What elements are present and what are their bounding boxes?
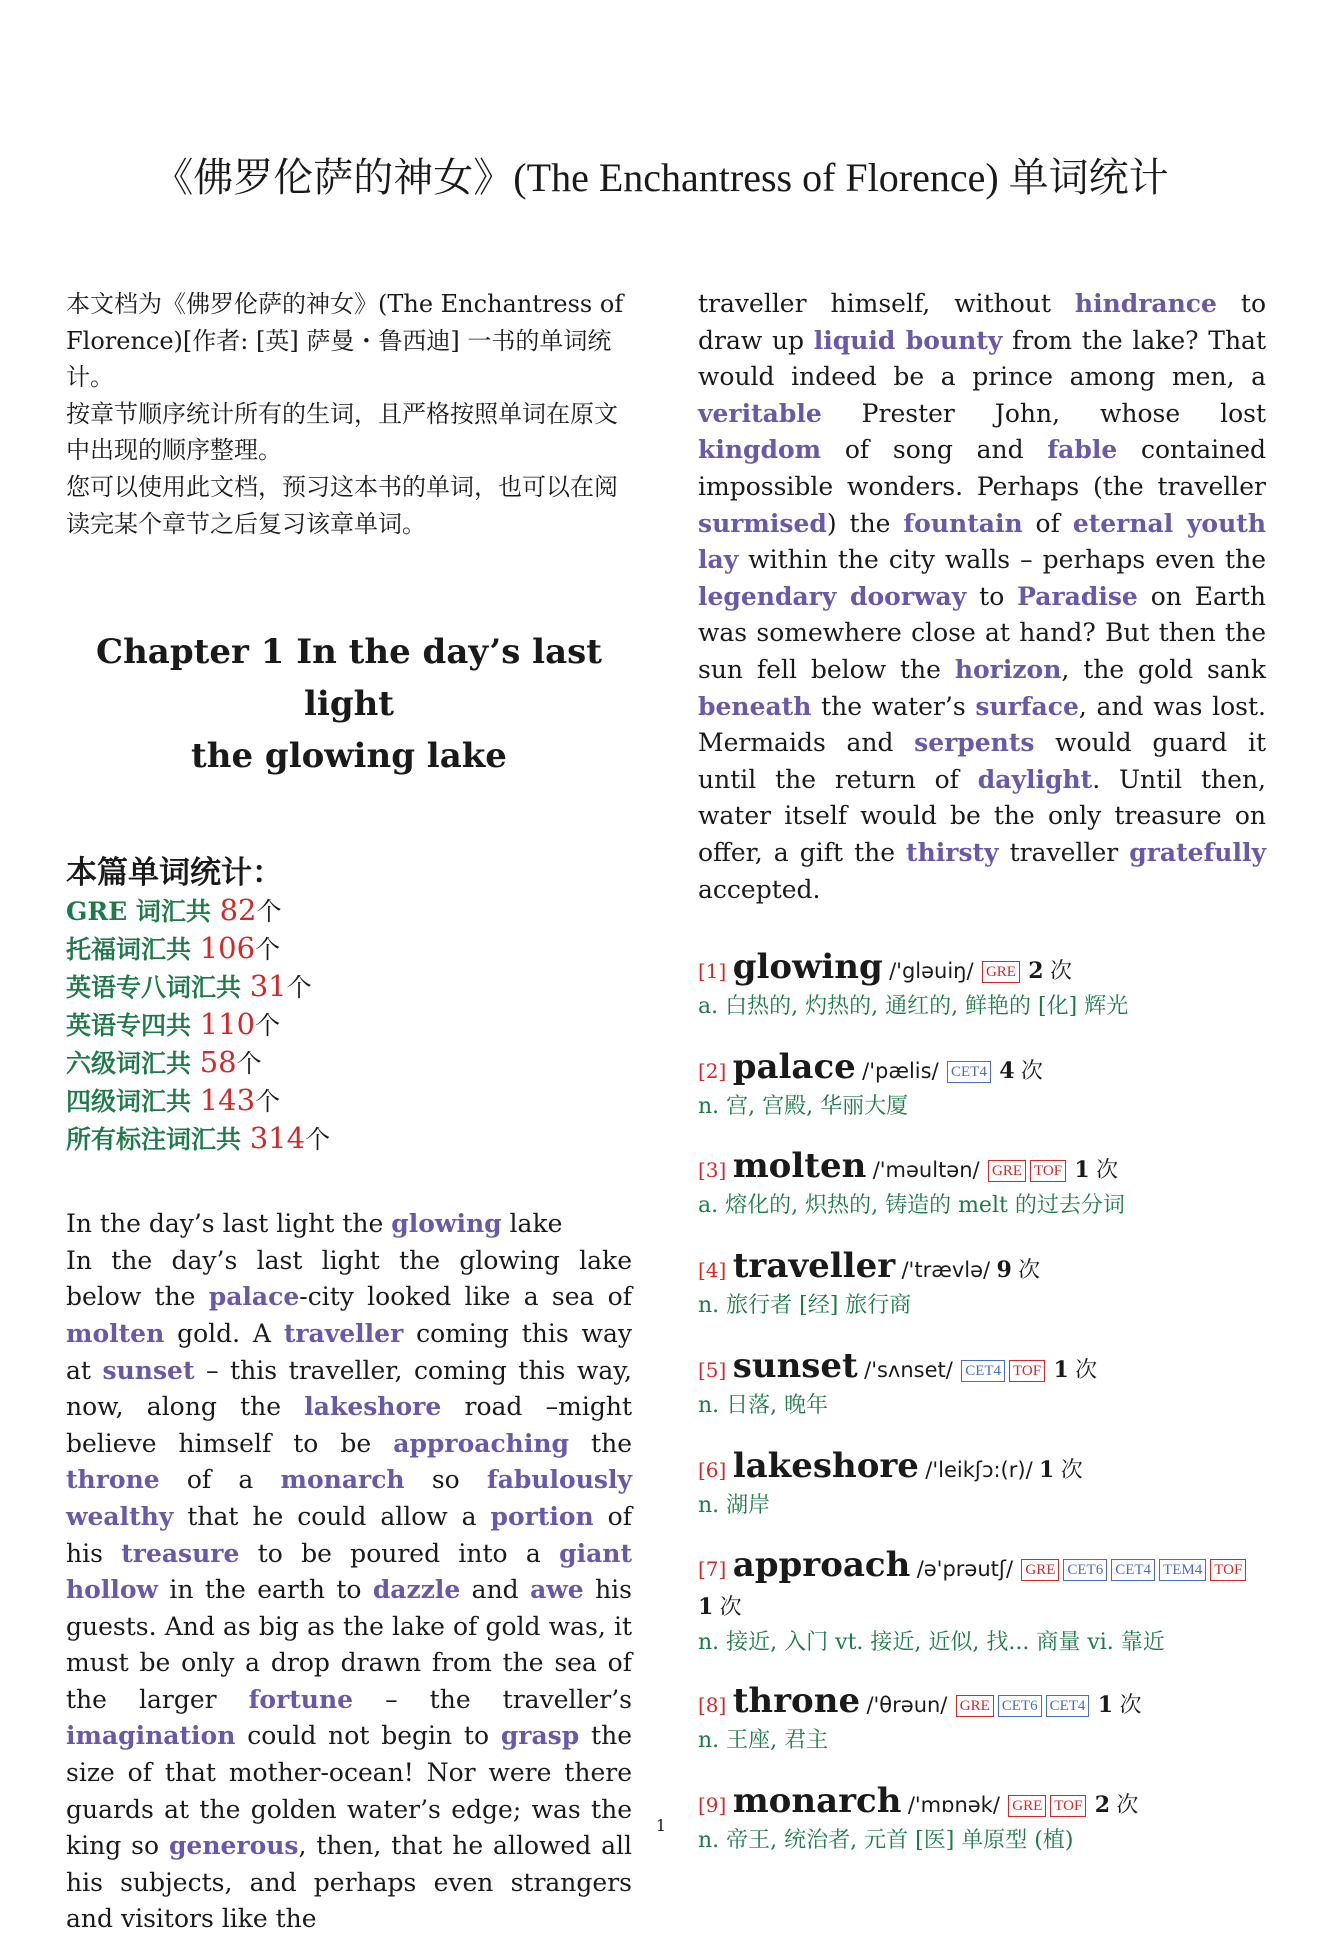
vocab-times: 次 — [1060, 1457, 1083, 1483]
highlighted-word: palace — [208, 1282, 300, 1312]
passage-text-run: that he could allow a — [173, 1501, 491, 1531]
vocab-index: [8] — [698, 1693, 727, 1718]
exam-tag-badge: CET6 — [1063, 1559, 1107, 1581]
vocab-entry-head — [698, 1447, 1266, 1490]
vocab-entry — [698, 1447, 1266, 1547]
vocab-count: 1 — [1097, 1692, 1114, 1719]
vocab-index: [9] — [698, 1792, 727, 1817]
stat-tem8: 英语专八词汇共 31个 — [66, 969, 312, 1004]
vocab-ipa: /'sʌnset/ — [864, 1357, 953, 1382]
exam-tag-badge: TOF — [1210, 1559, 1246, 1581]
passage-text-run: , then, that he allowed all his subjects, and perhaps even strangers and visitors like the — [66, 1831, 632, 1934]
exam-tag-badge: GRE — [1021, 1559, 1059, 1581]
highlighted-word: fountain — [903, 508, 1023, 538]
vocab-entry-head — [698, 1546, 1266, 1627]
passage-text-run: the — [569, 1428, 632, 1458]
vocab-ipa: /'pælis/ — [862, 1058, 939, 1083]
vocab-definition: n. 王座, 君主 — [698, 1728, 829, 1754]
vocab-ipa: /'məultən/ — [872, 1158, 980, 1183]
passage-text-run: traveller — [998, 837, 1130, 867]
page-title: 《佛罗伦萨的神女》(The Enchantress of Florence) 单词统计 — [153, 155, 1169, 200]
vocab-word: monarch — [732, 1780, 902, 1821]
passage-text-run: in the earth to — [158, 1575, 373, 1605]
stats-heading: 本篇单词统计： — [66, 855, 283, 892]
passage-text-run: and — [460, 1575, 531, 1605]
vocab-entry — [698, 1347, 1266, 1447]
exam-tag-badge: CET4 — [947, 1061, 991, 1083]
vocab-definition: n. 旅行者 [经] 旅行商 — [698, 1293, 912, 1319]
highlighted-word: grasp — [500, 1721, 580, 1751]
highlighted-word: fabulously wealthy — [66, 1465, 632, 1531]
intro-paragraph: 本文档为《佛罗伦萨的神女》(The Enchantress of Florence)[作者: [英] 萨曼・鲁西迪] 一书的单词统计。 — [66, 290, 624, 392]
passage-title: In the day’s last light the glowing lake — [66, 1209, 563, 1239]
highlighted-word: throne — [66, 1465, 160, 1495]
vocab-word: sunset — [732, 1345, 858, 1386]
passage-text-run: traveller himself, without — [698, 289, 1075, 318]
highlighted-word: fable — [1047, 435, 1118, 465]
vocab-index: [4] — [698, 1258, 727, 1283]
passage-text-run: – this traveller, coming this way, now, along the — [66, 1355, 633, 1422]
exam-tag-badge: CET4 — [1111, 1559, 1155, 1581]
passage-text-run: -city looked like a sea of — [299, 1282, 632, 1312]
highlighted-word: liquid bounty — [813, 325, 1003, 355]
highlighted-word: veritable — [698, 398, 822, 428]
exam-tag-badge: GRE — [1008, 1795, 1046, 1817]
passage-text-run: so — [404, 1465, 487, 1495]
vocab-definition: n. 宫, 宫殿, 华丽大厦 — [698, 1093, 909, 1119]
vocab-definition: n. 日落, 晚年 — [698, 1392, 829, 1418]
intro-section — [66, 286, 632, 542]
exam-tag-badge: CET4 — [961, 1360, 1005, 1382]
highlighted-word: approaching — [393, 1428, 570, 1458]
highlighted-word: lakeshore — [304, 1392, 442, 1422]
passage-text-run: road –might believe himself to be — [66, 1392, 633, 1458]
page-number: 1 — [655, 1816, 667, 1835]
intro-paragraph: 按章节顺序统计所有的生词，且严格按照单词在原文中出现的顺序整理。 — [66, 399, 618, 465]
stat-tem4: 英语专四共 110个 — [66, 1007, 281, 1042]
highlighted-word: daylight — [977, 764, 1093, 794]
passage-text-run: to draw up — [698, 289, 1266, 355]
vocabulary-list — [698, 948, 1266, 1882]
passage-text-run: of — [1022, 508, 1073, 538]
passage-text-run: coming this way at — [66, 1318, 632, 1385]
vocab-entry-head — [698, 1147, 1266, 1190]
vocab-definition: n. 帝王, 统治者, 元首 [医] 单原型 (植) — [698, 1827, 1074, 1853]
highlighted-word: eternal youth lay — [698, 508, 1267, 575]
highlighted-word: monarch — [280, 1465, 405, 1495]
vocab-times: 次 — [1116, 1792, 1139, 1818]
vocab-ipa: /ə'prəutʃ/ — [916, 1557, 1014, 1582]
vocab-index: [7] — [698, 1557, 727, 1582]
passage-text-run: ) the — [826, 508, 904, 538]
vocab-times: 次 — [719, 1595, 742, 1621]
stat-toefl: 托福词汇共 106个 — [66, 931, 281, 966]
vocab-times: 次 — [1075, 1357, 1098, 1383]
stat-all: 所有标注词汇共 314个 — [66, 1121, 331, 1156]
highlighted-word: giant hollow — [66, 1538, 632, 1605]
passage-text-run: , and was lost. Mermaids and — [698, 691, 1266, 758]
exam-tag-badge: TOF — [1030, 1160, 1066, 1182]
highlighted-word: horizon — [954, 654, 1062, 684]
passage-text-run: contained impossible wonders. Perhaps (the traveller — [698, 435, 1266, 501]
highlighted-word: imagination — [66, 1721, 236, 1751]
highlighted-word: Paradise — [1017, 581, 1138, 611]
highlighted-word: generous — [168, 1831, 299, 1861]
vocab-entry-head — [698, 1682, 1266, 1725]
exam-tag-badge: TEM4 — [1159, 1559, 1206, 1581]
vocab-entry — [698, 1682, 1266, 1782]
highlighted-word: hindrance — [1074, 289, 1217, 318]
vocab-entry-head — [698, 948, 1266, 991]
stat-cet4: 四级词汇共 143个 — [66, 1083, 281, 1118]
highlighted-word: traveller — [283, 1318, 404, 1348]
highlighted-word: molten — [66, 1318, 165, 1348]
passage-text-run: within the city walls – perhaps even the — [738, 545, 1266, 575]
highlighted-word: kingdom — [698, 435, 822, 465]
passage-text-run: on Earth was somewhere close at hand? But then the sun fell below the — [698, 581, 1266, 684]
chapter-heading-line: Chapter 1 In the day’s last light — [96, 632, 602, 725]
highlighted-word: fortune — [248, 1684, 354, 1714]
highlighted-word: beneath — [698, 691, 812, 721]
vocab-entry-head — [698, 1048, 1266, 1091]
vocab-index: [5] — [698, 1357, 727, 1382]
passage-text-right — [698, 286, 1266, 908]
vocab-definition: n. 湖岸 — [698, 1492, 771, 1518]
vocab-word: molten — [732, 1146, 867, 1187]
vocab-ipa: /'leikʃɔ:(r)/ — [925, 1457, 1033, 1482]
highlighted-word: surface — [975, 691, 1079, 721]
passage-text-run: the size of that mother-ocean! Nor were there guards at the golden water’s edge; was the king so — [66, 1721, 632, 1861]
vocab-count: 4 — [999, 1057, 1015, 1084]
stat-cet6: 六级词汇共 58个 — [66, 1045, 262, 1080]
passage-text-run: could not begin to — [235, 1721, 501, 1751]
passage-text-run: . Until then, water itself would be the only treasure on offer, a gift the — [698, 764, 1267, 867]
vocab-entry — [698, 948, 1266, 1048]
vocab-word: glowing — [732, 947, 883, 988]
vocab-word: traveller — [732, 1246, 896, 1287]
passage-text-run: the water’s — [811, 691, 976, 721]
vocab-ipa: /'mɒnək/ — [907, 1792, 1000, 1817]
exam-tag-badge: CET4 — [1046, 1695, 1090, 1717]
vocab-count: 1 — [1053, 1356, 1069, 1383]
vocab-entry-head — [698, 1347, 1266, 1390]
right-column — [698, 286, 1266, 1882]
exam-tag-badge: GRE — [956, 1695, 994, 1717]
exam-tag-badge: GRE — [982, 961, 1020, 983]
vocab-definition: n. 接近, 入门 vt. 接近, 近似, 找... 商量 vi. 靠近 — [698, 1630, 1165, 1656]
passage-text-run: of his — [66, 1501, 632, 1568]
passage-text-run: – the traveller’s — [353, 1684, 633, 1714]
vocab-word: approach — [732, 1545, 911, 1586]
intro-paragraph: 您可以使用此文档，预习这本书的单词，也可以在阅读完某个章节之后复习该章单词。 — [66, 472, 618, 538]
highlighted-word: portion — [490, 1501, 594, 1531]
vocab-ipa: /'trævlə/ — [901, 1258, 991, 1283]
highlighted-word: thirsty — [906, 837, 999, 867]
passage-text-run: of song and — [821, 435, 1048, 465]
vocab-definition: a. 熔化的, 炽热的, 铸造的 melt 的过去分词 — [698, 1193, 1125, 1219]
vocab-times: 次 — [1119, 1693, 1142, 1719]
vocab-entry — [698, 1147, 1266, 1247]
stats-list — [66, 892, 632, 1158]
highlighted-word: surmised — [698, 508, 827, 538]
chapter-heading-line: the glowing lake — [191, 736, 507, 777]
vocab-definition: a. 白热的, 灼热的, 通红的, 鲜艳的 [化] 辉光 — [698, 994, 1129, 1020]
vocab-ipa: /'θrəun/ — [866, 1693, 948, 1718]
highlighted-word: gratefully — [1129, 837, 1266, 867]
vocab-times: 次 — [1018, 1258, 1041, 1284]
vocab-word: lakeshore — [732, 1445, 919, 1486]
vocab-count: 1 — [1074, 1157, 1090, 1184]
exam-tag-badge: GRE — [988, 1160, 1026, 1182]
vocab-times: 次 — [1096, 1158, 1119, 1184]
vocab-count: 9 — [996, 1257, 1012, 1284]
left-column — [66, 286, 632, 1938]
vocab-index: [1] — [698, 959, 727, 984]
stat-gre: GRE 词汇共 82个 — [66, 893, 282, 928]
exam-tag-badge: TOF — [1009, 1360, 1045, 1382]
vocab-entry — [698, 1247, 1266, 1347]
passage-text-run: In the day’s last light the glowing lake below the — [66, 1245, 632, 1312]
passage-text-run: his guests. And as big as the lake of gold was, it must be only a drop drawn from the sea of the larger — [66, 1575, 632, 1714]
vocab-entry-head — [698, 1247, 1266, 1290]
exam-tag-badge: TOF — [1050, 1795, 1086, 1817]
highlighted-word: sunset — [102, 1355, 195, 1385]
passage-text-run: Prester John, whose lost — [821, 398, 1266, 428]
vocab-count: 2 — [1094, 1791, 1111, 1818]
exam-tag-badge: CET6 — [998, 1695, 1042, 1717]
passage-text-run: would guard it until the return of — [698, 728, 1267, 794]
highlighted-word: awe — [530, 1575, 584, 1605]
vocab-times: 次 — [1020, 1058, 1043, 1084]
vocab-word: throne — [732, 1681, 861, 1722]
highlighted-word: serpents — [914, 728, 1035, 758]
passage-text-run: from the lake? That would indeed be a prince among men, a — [698, 325, 1266, 392]
passage-text-run: , the gold sank — [1061, 654, 1266, 684]
vocab-index: [6] — [698, 1457, 727, 1482]
passage-text-run: gold. A — [164, 1318, 284, 1348]
vocab-index: [3] — [698, 1158, 727, 1183]
vocab-count: 1 — [1039, 1456, 1055, 1483]
chapter-heading — [66, 626, 632, 782]
vocab-ipa: /'gləuiŋ/ — [889, 959, 974, 984]
highlighted-word: legendary doorway — [698, 581, 967, 611]
highlighted-word: treasure — [121, 1538, 240, 1568]
vocab-times: 次 — [1049, 959, 1072, 985]
passage-text-run: of a — [159, 1465, 281, 1495]
highlighted-word: dazzle — [372, 1575, 461, 1605]
vocab-entry — [698, 1048, 1266, 1148]
vocab-count: 1 — [698, 1594, 714, 1621]
passage-text-run: to be poured into a — [239, 1538, 560, 1568]
vocab-entry — [698, 1546, 1266, 1682]
passage-text-run: accepted. — [698, 874, 821, 904]
vocab-count: 2 — [1028, 958, 1044, 985]
vocab-index: [2] — [698, 1058, 727, 1083]
vocab-word: palace — [732, 1046, 856, 1087]
passage-text-run: to — [966, 581, 1018, 611]
